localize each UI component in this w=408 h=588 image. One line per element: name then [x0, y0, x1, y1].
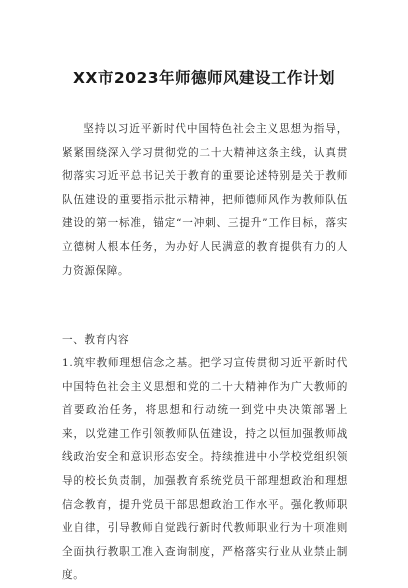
- section-item-1-paragraph: 1.筑牢教师理想信念之基。把学习宣传贯彻习近平新时代中国特色社会主义思想和党的二十大精神作为广大教师的首要政治任务，将思想和行动统一到党中央决策部署上来，以党建工作引领教师队伍建设，持之以恒加强教师战线政治安全和意识形态安全。持续推进中小学校党组织领导的校长负责制，加强教育系统党员干部理想政治和理想信念教育，提升党员干部思想政治工作水平。强化教师职业自律，引导教师自觉践行新时代教师职业行为十项准则全面执行教职工准入查询制度，严格落实行业从业禁止制度。: [62, 357, 348, 582]
- intro-paragraph: 坚持以习近平新时代中国特色社会主义思想为指导，紧紧围绕深入学习贯彻党的二十大精神这条主线，认真贯彻落实习近平总书记关于教育的重要论述特别是关于教师队伍建设的重要指示批示精神，把师德师风作为教师队伍建设的第一标准，锚定“一冲刺、三提升”工作目标，落实立德树人根本任务，为办好人民满意的教育提供有力的人力资源保障。: [62, 123, 348, 277]
- section-heading-education-content: 一、教育内容: [62, 334, 130, 346]
- document-title: XX市2023年师德师风建设工作计划: [72, 69, 336, 87]
